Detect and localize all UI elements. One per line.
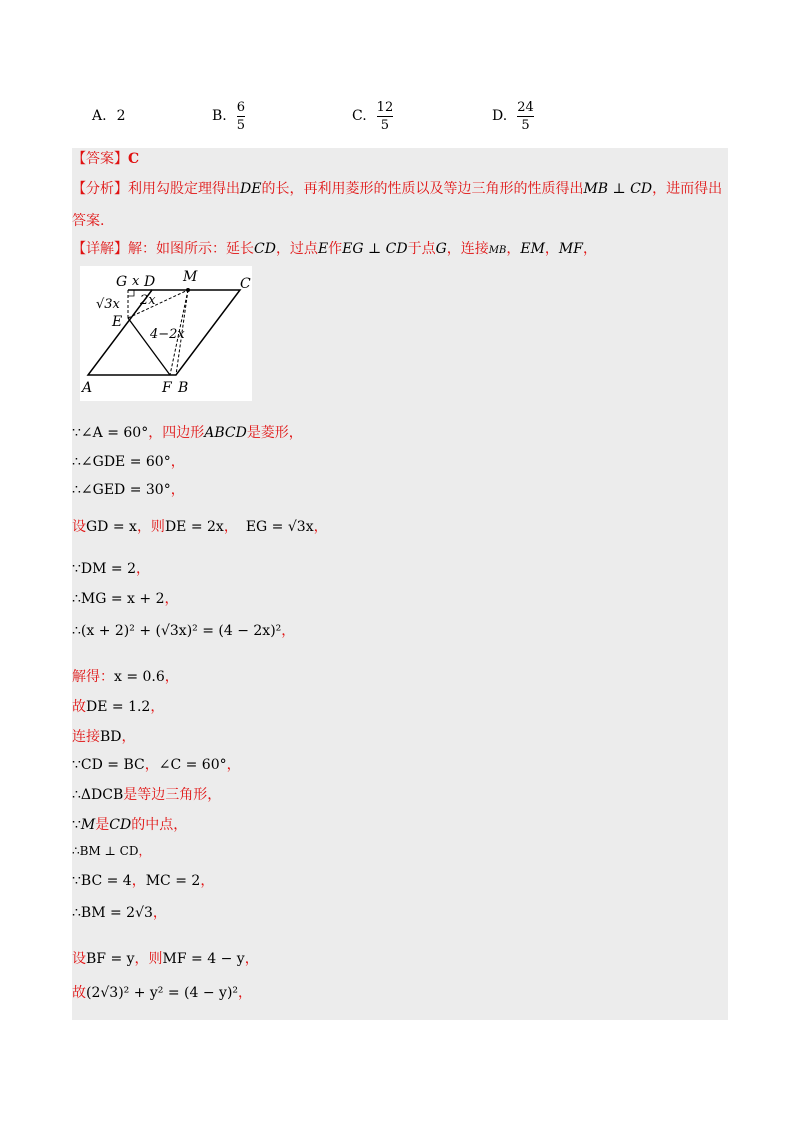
step-1-math-2: ABCD	[204, 425, 247, 441]
step-13-text: 是	[95, 817, 110, 833]
step-17-text: 设	[72, 951, 86, 967]
step-15-punct-2: ，	[200, 873, 215, 889]
detail-math-3: EG ⊥ CD	[342, 241, 408, 257]
step-2-punct: ，	[170, 454, 185, 470]
step-13	[72, 814, 187, 834]
choice-c-label: C.	[352, 108, 367, 124]
step-11	[72, 754, 241, 774]
step-11-math: ∵CD = BC	[72, 757, 145, 773]
detail-math-2: E	[317, 241, 329, 257]
step-14-math: ∴BM ⊥ CD	[72, 844, 139, 858]
label-m: M	[183, 269, 198, 285]
step-14-punct: ，	[138, 844, 151, 858]
step-12	[72, 784, 221, 804]
step-5	[72, 558, 150, 578]
choice-a-label: A.	[92, 108, 107, 124]
step-16-punct: ，	[152, 905, 167, 921]
step-7-math: ∴(x + 2)² + (√3x)² = (4 − 2x)²	[72, 623, 282, 639]
step-6-math: ∴MG = x + 2	[72, 591, 165, 607]
detail-text-2: ，过点	[275, 241, 318, 257]
rhombus-figure	[80, 266, 252, 401]
step-4-math: GD = x	[86, 519, 137, 535]
step-13-math-3: CD	[109, 817, 132, 833]
step-8	[72, 666, 179, 686]
step-10	[72, 726, 136, 746]
detail-text-4: 于点	[407, 241, 436, 257]
step-8-text: 解得：	[72, 669, 114, 685]
step-5-punct: ，	[136, 561, 151, 577]
step-9-math: DE = 1.2	[86, 699, 151, 715]
step-17-math: BF = y	[86, 951, 135, 967]
step-2-math: ∴∠GDE = 60°	[72, 454, 171, 470]
detail-text-8: ，	[582, 241, 597, 257]
label-d: D	[144, 274, 156, 290]
step-16-math: ∴BM = 2√3	[72, 905, 153, 921]
choice-d-denominator: 5	[521, 117, 530, 133]
detail-math-5: MB	[488, 245, 507, 256]
step-7-punct: ，	[281, 623, 296, 639]
step-13-text-2: 的中点，	[131, 817, 188, 833]
step-7	[72, 620, 295, 640]
answer-line	[72, 148, 139, 168]
step-15-math-2: MC = 2	[145, 873, 201, 889]
step-18-punct: ，	[238, 985, 253, 1001]
label-4-minus-2x: 4−2x	[150, 327, 185, 342]
choice-b-label: B.	[212, 108, 227, 124]
step-18-text: 故	[72, 985, 86, 1001]
label-g: G	[116, 274, 128, 290]
step-1-text: ，四边形	[148, 425, 205, 441]
step-4-punct: ，	[223, 519, 238, 535]
step-5-math: ∵DM = 2	[72, 561, 137, 577]
step-13-math: ∵	[72, 817, 81, 833]
step-16	[72, 902, 167, 922]
step-11-math-2: ∠C = 60°	[158, 757, 227, 773]
detail-math-4: G	[435, 241, 447, 257]
choice-d-numerator: 24	[517, 99, 534, 115]
detail-math-7: MF	[558, 241, 583, 257]
label-a: A	[82, 380, 93, 396]
detail-text-5: ，连接	[446, 241, 489, 257]
choice-b	[212, 96, 245, 136]
step-12-math: ∴ΔDCB	[72, 787, 124, 803]
step-4-math-3: EG = √3x	[245, 519, 314, 535]
analysis-line-1	[72, 178, 722, 198]
analysis-text-2: 的长，再利用菱形的性质以及等边三角形的性质得出	[261, 181, 584, 197]
step-9	[72, 696, 164, 716]
detail-text-7: ，	[544, 241, 559, 257]
detail-text-3: 作	[328, 241, 343, 257]
step-10-text: 连接	[72, 729, 100, 745]
step-4-math-2: DE = 2x	[164, 519, 224, 535]
step-15-punct: ，	[131, 873, 146, 889]
step-11-punct: ，	[144, 757, 159, 773]
step-17-text-2: ，则	[134, 951, 163, 967]
step-4	[72, 516, 328, 536]
choice-d	[492, 96, 534, 136]
step-18-math: (2√3)² + y² = (4 − y)²	[86, 985, 239, 1001]
choice-a-value: 2	[116, 108, 126, 124]
step-8-math: x = 0.6	[114, 669, 165, 685]
answer-tag: 【答案】	[72, 151, 128, 167]
answer-value: C	[128, 151, 140, 167]
step-2	[72, 451, 185, 471]
step-9-text: 故	[72, 699, 86, 715]
analysis-line-2	[72, 210, 104, 230]
choice-b-fraction	[237, 100, 245, 133]
step-17-punct: ，	[244, 951, 259, 967]
label-sqrt3x: √3x	[96, 297, 120, 312]
label-f: F	[162, 380, 172, 396]
label-c: C	[240, 276, 251, 292]
analysis-text-3: ，进而得出	[652, 181, 723, 197]
choice-a	[92, 96, 125, 136]
step-9-punct: ，	[150, 699, 165, 715]
analysis-math-2: MB ⊥ CD	[583, 181, 653, 197]
step-4-punct-2: ，	[313, 519, 328, 535]
label-b: B	[178, 380, 189, 396]
step-14	[72, 842, 150, 859]
step-10-punct: ，	[121, 729, 136, 745]
step-18	[72, 982, 252, 1002]
step-13-math-2: M	[80, 817, 96, 833]
label-e: E	[112, 314, 123, 330]
choice-c-numerator: 12	[376, 99, 394, 115]
detail-math-6: EM	[520, 241, 545, 257]
choice-d-fraction	[517, 100, 534, 133]
rhombus-diagram	[80, 266, 252, 401]
step-12-text: 是等边三角形，	[123, 787, 222, 803]
step-3-punct: ，	[170, 482, 185, 498]
step-1-text-2: 是菱形，	[246, 425, 303, 441]
step-4-text-2: ，则	[136, 519, 165, 535]
step-1-math: ∵∠A = 60°	[72, 425, 149, 441]
step-1	[72, 422, 303, 442]
step-15-math: ∵BC = 4	[72, 873, 132, 889]
detail-line	[72, 238, 597, 258]
step-6-punct: ，	[164, 591, 179, 607]
step-8-punct: ，	[164, 669, 179, 685]
step-17	[72, 948, 259, 968]
choice-c	[352, 96, 393, 136]
choice-c-fraction	[377, 100, 394, 133]
analysis-tag: 【分析】	[72, 181, 128, 197]
analysis-text-1: 利用勾股定理得出	[128, 181, 240, 197]
choice-c-denominator: 5	[380, 117, 390, 133]
step-15	[72, 870, 214, 890]
choice-b-numerator: 6	[236, 99, 246, 115]
segment-em	[128, 290, 188, 318]
detail-text-6: ，	[506, 241, 521, 257]
step-10-math: BD	[100, 729, 122, 745]
detail-text-1: 解：如图所示：延长	[128, 241, 254, 257]
solution-panel	[72, 148, 728, 1020]
step-6	[72, 588, 179, 608]
detail-tag: 【详解】	[72, 241, 128, 257]
analysis-text-4: 答案.	[72, 213, 105, 229]
right-angle-mark	[128, 290, 134, 296]
detail-math-1: CD	[254, 241, 276, 257]
choice-b-denominator: 5	[236, 117, 246, 133]
analysis-math-1: DE	[240, 181, 262, 197]
label-2x: 2x	[140, 293, 156, 308]
choice-d-label: D.	[492, 108, 508, 124]
label-x: x	[132, 274, 140, 289]
answer-choices	[92, 96, 652, 136]
step-3	[72, 479, 185, 499]
step-17-math-2: MF = 4 − y	[162, 951, 245, 967]
point-m	[186, 288, 190, 292]
step-11-punct-2: ，	[226, 757, 241, 773]
step-4-text: 设	[72, 519, 86, 535]
step-3-math: ∴∠GED = 30°	[72, 482, 171, 498]
